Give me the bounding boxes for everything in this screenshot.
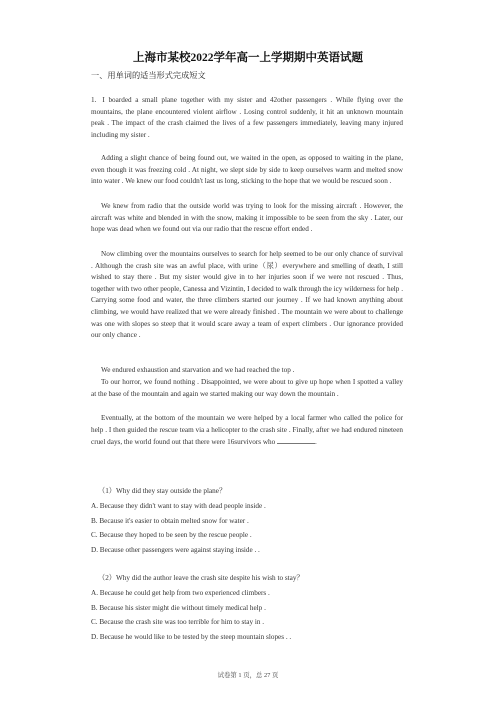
option-b[interactable]: B. Because his sister might die without timely medical help .: [91, 603, 266, 612]
passage-paragraph-1: [91, 95, 403, 141]
option-b[interactable]: B. Because it's easier to obtain melted snow for water .: [91, 516, 249, 525]
answer-blank[interactable]: [277, 436, 317, 447]
option-d[interactable]: D. Because he would like to be tested by the steep mountain slopes . .: [91, 633, 292, 642]
passage-paragraph-7: [91, 413, 403, 449]
question-number: 1.: [91, 96, 97, 104]
passage-paragraph-5: We endured exhaustion and starvation and we had reached the top .: [101, 366, 295, 374]
question-1: [91, 486, 403, 557]
passage-paragraph-4: Now climbing over the mountains ourselves to search for help seemed to be our only chance of survival . Although the crash site was an awful place, with urine（尿）everywhere and smelling of death, I still wished to stay there . But my sister would give in to her injuries soon if we were not rescued . Thus, together with two other people, Canessa and Vizintin, I decided to walk through the icy wilderness for help . Carrying some food and water, the three climbers started our journey . If we had known anything about climbing, we would have realized that we were already finished . The mountain we were about to challenge was one with slopes so steep that it would scare away a team of expert climbers . Our ignorance provided our only chance .: [91, 250, 403, 340]
section-heading: 一、用单词的适当形式完成短文: [91, 71, 206, 80]
option-a[interactable]: A. Because they didn't want to stay with dead people inside .: [91, 501, 266, 510]
option-c[interactable]: C. Because the crash site was too terrible for him to stay in .: [91, 618, 265, 627]
passage-paragraph-2: Adding a slight chance of being found out, we waited in the open, as opposed to waiting in the plane, even though it was freezing cold . At night, we slept side by side to keep ourselves warm and melted snow into water . We knew our food couldn't last us long, sticking to the hope that we would be rescued soon .: [91, 154, 403, 186]
option-a[interactable]: A. Because he could get help from two experienced climbers .: [91, 588, 270, 597]
paragraph-end: .: [315, 438, 317, 447]
question-stem: （2）Why did the author leave the crash site despite his wish to stay？: [98, 574, 304, 582]
passage-paragraph-3: We knew from radio that the outside world was trying to look for the missing aircraft . However, the aircraft was white and blended in with the snow, making it impossible to be seen from the sky . Later, our hope was dead when we found out via our radio that the rescue effort ended .: [91, 202, 403, 234]
option-c[interactable]: C. Because they hoped to be seen by the rescue people .: [91, 531, 252, 540]
paragraph-text: I boarded a small plane together with my sister and 42other passengers . While flying over the mountains, the plane encountered violent airflow . Losing control suddenly, it hit an unknown mountain peak . The impact of the crash claimed the lives of a few passengers immediately, leaving many injured including my sister .: [91, 96, 403, 139]
question-stem: （1）Why did they stay outside the plane？: [98, 487, 227, 495]
question-2: [91, 573, 403, 644]
passage-paragraph-6: To our horror, we found nothing . Disappointed, we were about to give up hope when I spotted a valley at the base of the mountain and again we started making our way down the mountain .: [91, 378, 403, 398]
page-title: 上海市某校2022学年高一上学期期中英语试题: [133, 52, 363, 64]
page-footer: 试卷第 1 页，总 27 页: [217, 672, 279, 679]
option-d[interactable]: D. Because other passengers were against staying inside . .: [91, 546, 260, 555]
paragraph-text: Eventually, at the bottom of the mountain we were helped by a local farmer who called the police for help . I then guided the rescue team via a helicopter to the crash site . Finally, after we had endured nineteen cruel days, the world found out that there were 16survivors who: [91, 414, 403, 447]
